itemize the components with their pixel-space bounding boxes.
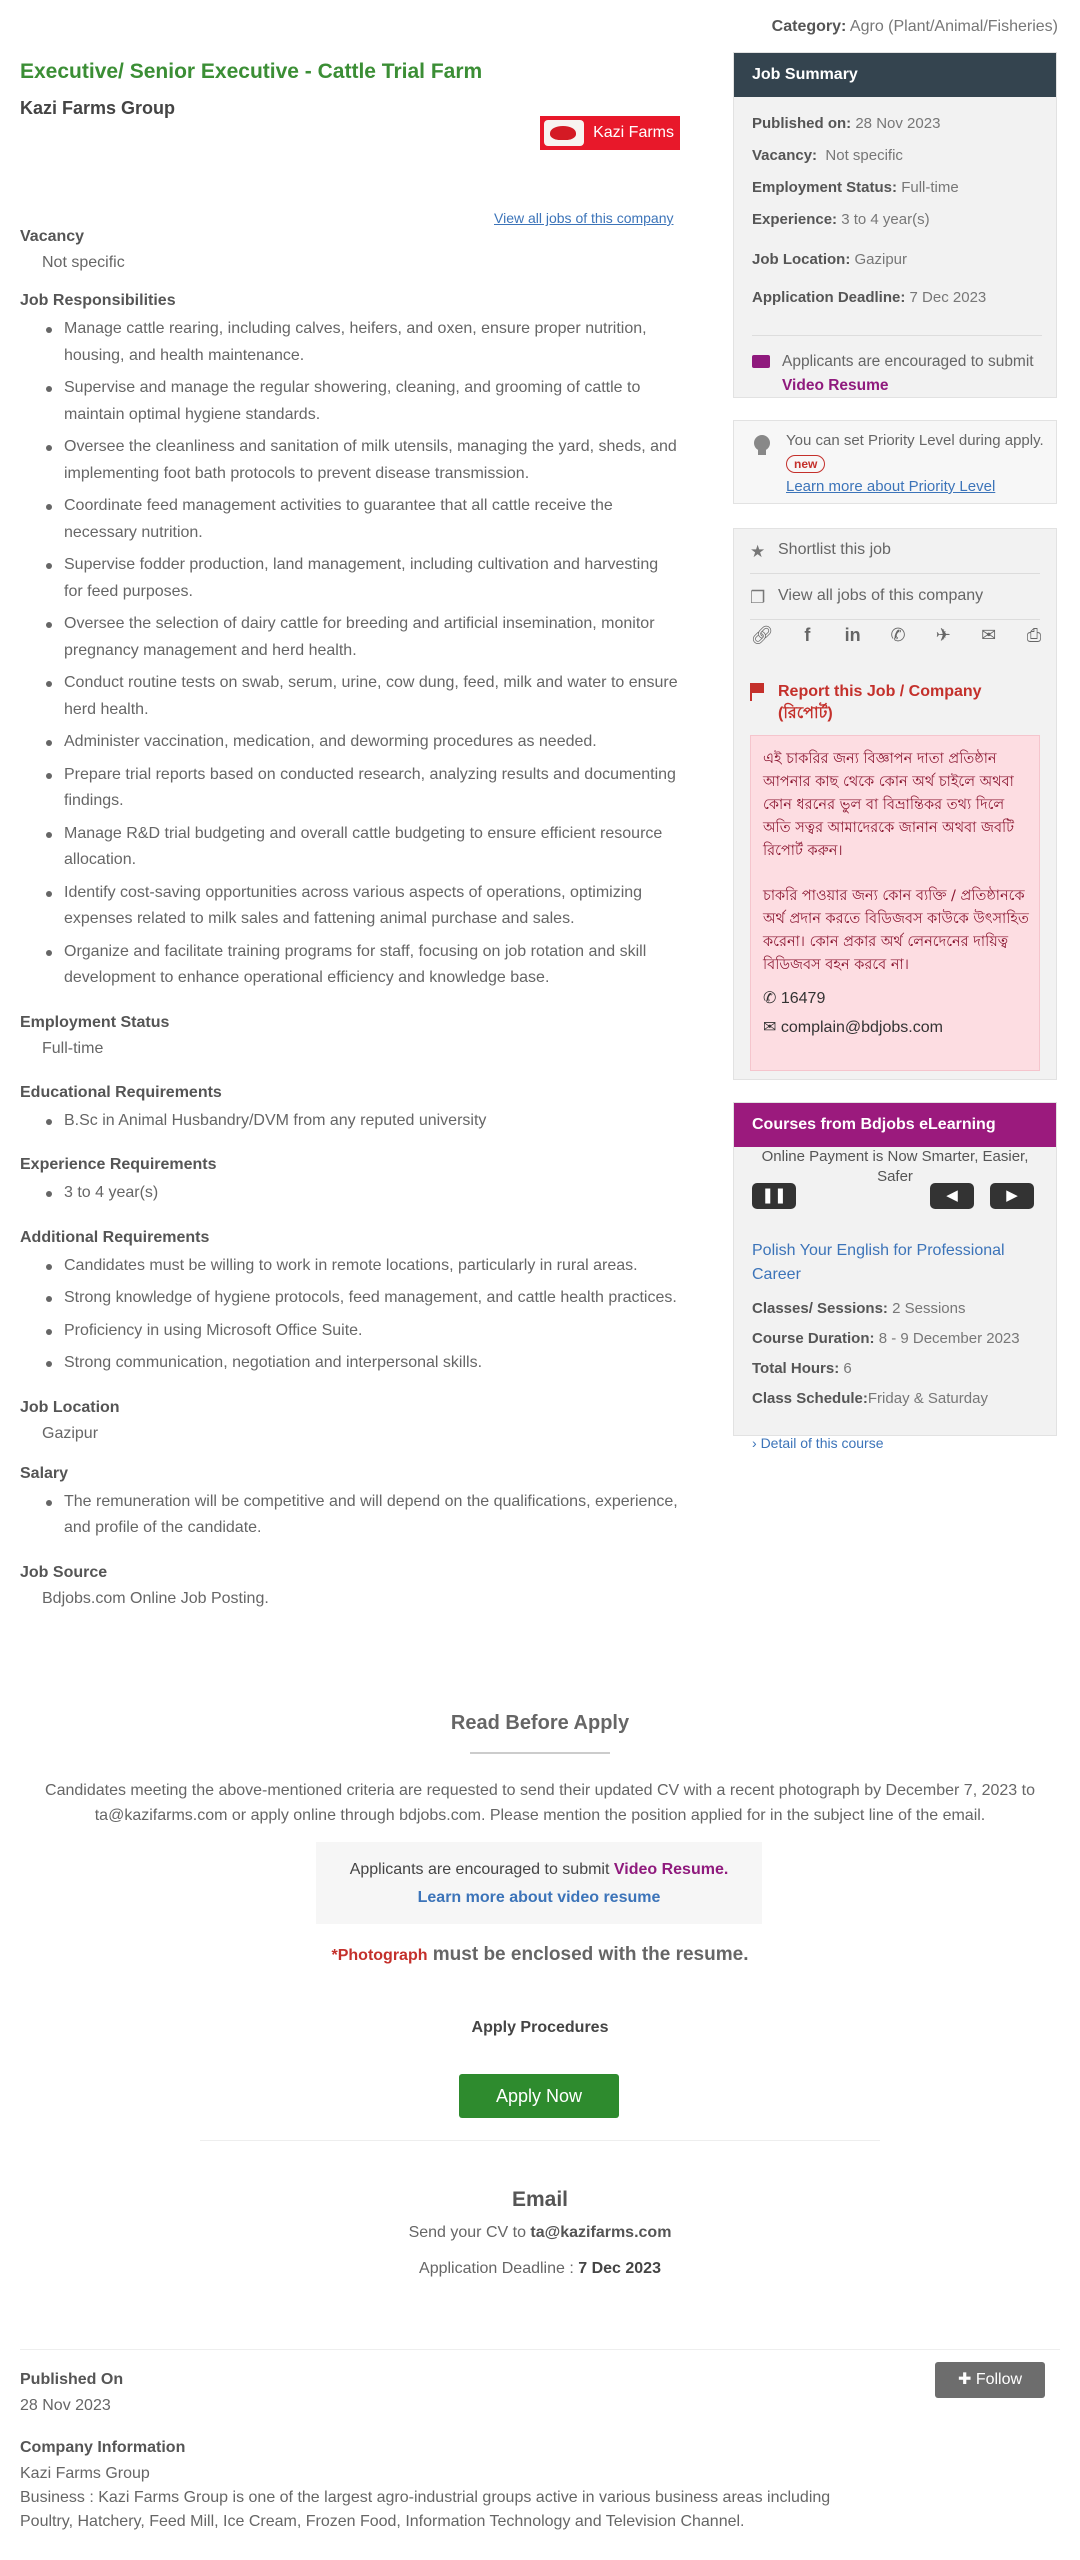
list-item: Prepare trial reports based on conducted research, analyzing results and documenting findings.	[42, 762, 680, 815]
list-item: 3 to 4 year(s)	[42, 1180, 680, 1207]
warning-email: ✉ complain@bdjobs.com	[763, 1019, 943, 1036]
employment-status-value: Full-time	[42, 1039, 104, 1057]
video-camera-icon	[752, 355, 770, 368]
job-title: Executive/ Senior Executive - Cattle Trial Farm	[20, 60, 483, 83]
location-value: Gazipur	[42, 1424, 99, 1442]
fraud-warning	[750, 735, 1040, 1071]
course-hours: Total Hours: 6	[752, 1360, 852, 1377]
company-info-name: Kazi Farms Group	[20, 2465, 150, 2482]
link-icon[interactable]: 🔗︎	[750, 625, 774, 645]
lightbulb-icon	[754, 435, 770, 451]
email-address[interactable]: ta@kazifarms.com	[530, 2224, 672, 2241]
list-item: Organize and facilitate training programs for staff, focusing on job rotation and skill development to enhance operational efficiency and knowledge base.	[42, 939, 680, 992]
list-item: Coordinate feed management activities to guarantee that all cattle receive the necessary nutrition.	[42, 493, 680, 546]
facebook-icon[interactable]: f	[804, 625, 811, 645]
published-on-value: 28 Nov 2023	[20, 2397, 111, 2414]
list-item: Candidates must be willing to work in remote locations, particularly in rural areas.	[42, 1253, 680, 1280]
list-item: Oversee the cleanliness and sanitation of milk utensils, managing the yard, sheds, and implementing foot bath protocols to prevent disease transmission.	[42, 434, 680, 487]
courses-card	[733, 1102, 1057, 1451]
apply-procedures-heading: Apply Procedures	[471, 2019, 609, 2036]
flag-icon	[750, 683, 764, 697]
copy-icon: ❐	[750, 588, 766, 607]
plus-icon: ✚	[957, 2371, 972, 2388]
summary-video-resume: Applicants are encouraged to submit Video Resume	[752, 335, 1042, 398]
location-heading: Job Location	[20, 1398, 120, 1416]
list-item: The remuneration will be competitive and will depend on the qualifications, experience, and profile of the candidate.	[42, 1489, 680, 1542]
company-info-business: Business : Kazi Farms Group is one of the largest agro-industrial groups active in various business areas including Poultry, Hatchery, Feed Mill, Ice Cream, Frozen Food, Information Technology and Television Channel.	[20, 2489, 831, 2530]
divider	[750, 619, 1040, 620]
chevron-right-icon: ›	[752, 1435, 757, 1451]
vacancy-heading: Vacancy	[20, 228, 85, 245]
list-item: Administer vaccination, medication, and deworming procedures as needed.	[42, 729, 680, 756]
list-item: Strong communication, negotiation and interpersonal skills.	[42, 1350, 680, 1377]
vacancy-value: Not specific	[42, 254, 125, 271]
new-badge: new	[786, 455, 825, 473]
experience-heading: Experience Requirements	[20, 1156, 217, 1173]
employment-status-heading: Employment Status	[20, 1013, 170, 1031]
summary-status: Employment Status: Full-time	[752, 179, 959, 196]
education-heading: Educational Requirements	[20, 1083, 222, 1101]
job-category: Category: Agro (Plant/Animal/Fisheries)	[771, 18, 1058, 35]
view-all-jobs-button[interactable]: ❐ View all jobs of this company	[750, 587, 984, 607]
follow-button[interactable]: ✚ Follow	[935, 2362, 1045, 2398]
star-icon: ★	[750, 542, 766, 561]
list-item: Conduct routine tests on swab, serum, urine, cow dung, feed, milk and water to ensure herd health.	[42, 670, 680, 723]
priority-learn-more-link[interactable]: Learn more about Priority Level	[786, 478, 996, 495]
linkedin-icon[interactable]: in	[844, 625, 861, 645]
list-item: Identify cost-saving opportunities across various aspects of operations, optimizing expenses related to milk sales and fattening animal purchase and sales.	[42, 880, 680, 933]
warning-para-2: চাকরি পাওয়ার জন্য কোন ব্যক্তি / প্রতিষ্ঠানকে অর্থ প্রদান করতে বিডিজবস কাউকে উৎসাহিত করেনা। কোন প্রকার অর্থ লেনদেনের দায়িত্ব বিডিজবস বহন করবে না।	[763, 888, 1029, 973]
experience-list	[42, 1180, 680, 1207]
job-summary-card	[733, 52, 1057, 398]
courses-tagline: Online Payment is Now Smarter, Easier, Safer	[761, 1148, 1029, 1185]
source-value: Bdjobs.com Online Job Posting.	[42, 1589, 269, 1607]
responsibilities-heading: Job Responsibilities	[20, 292, 176, 309]
shortlist-button[interactable]: ★ Shortlist this job	[750, 541, 891, 561]
envelope-icon: ✉	[763, 1019, 777, 1036]
job-details	[20, 60, 680, 1700]
summary-published: Published on: 28 Nov 2023	[752, 115, 941, 132]
list-item: Proficiency in using Microsoft Office Suite.	[42, 1318, 680, 1345]
prev-button[interactable]: ◀	[930, 1183, 974, 1209]
warning-phone: ✆ 16479	[763, 990, 826, 1007]
view-all-jobs-link[interactable]: View all jobs of this company	[494, 210, 674, 226]
responsibilities-list	[42, 316, 680, 992]
course-detail-link[interactable]: › Detail of this course	[752, 1435, 884, 1451]
logo-mark-icon	[544, 120, 584, 146]
video-resume-learn-more-link[interactable]: Learn more about video resume	[417, 1889, 661, 1906]
next-button[interactable]: ▶	[990, 1183, 1034, 1209]
additional-heading: Additional Requirements	[20, 1228, 210, 1246]
twitter-icon[interactable]: ✈	[935, 625, 951, 645]
company-name: Kazi Farms Group	[20, 98, 176, 118]
report-job-link[interactable]: Report this Job / Company (রিপোর্ট)	[750, 681, 982, 725]
email-icon[interactable]: ✉	[981, 625, 997, 645]
summary-deadline: Application Deadline: 7 Dec 2023	[752, 289, 987, 306]
phone-icon: ✆	[763, 990, 777, 1007]
video-resume-callout: Applicants are encouraged to submit Video Resume. Learn more about video resume	[316, 1842, 762, 1924]
divider	[20, 2349, 1060, 2350]
pause-button[interactable]: ❚❚	[752, 1183, 796, 1209]
video-resume-link[interactable]: Video Resume	[782, 377, 889, 394]
photograph-notice: *Photograph must be enclosed with the resume.	[331, 1944, 749, 1965]
email-heading: Email	[511, 2188, 569, 2211]
warning-para-1: এই চাকরির জন্য বিজ্ঞাপন দাতা প্রতিষ্ঠান আপনার কাছ থেকে কোন অর্থ চাইলে অথবা কোন ধরনের ভুল বা বিভ্রান্তিকর তথ্য দিলে অতি সত্বর আমাদেরকে জানান অথবা জবটি রিপোর্ট করুন।	[763, 751, 1015, 859]
additional-list	[42, 1253, 680, 1377]
divider	[200, 2140, 880, 2141]
summary-vacancy: Vacancy: Not specific	[752, 147, 903, 164]
read-before-apply-text: Candidates meeting the above-mentioned criteria are requested to send their updated CV with a recent photograph by December 7, 2023 to ta@kazifarms.com or apply online through bdjobs.com. Please mention the position applied for in the subject line of the email.	[45, 1782, 1035, 1824]
list-item: Oversee the selection of dairy cattle for breeding and artificial insemination, monitor pregnancy management and herd health.	[42, 611, 680, 664]
published-on-heading: Published On	[20, 2371, 124, 2388]
company-info-heading: Company Information	[20, 2439, 186, 2456]
job-actions-card	[733, 528, 1057, 1080]
email-send-cv: Send your CV to ta@kazifarms.com	[408, 2224, 672, 2241]
education-list	[42, 1108, 680, 1135]
salary-list	[42, 1489, 680, 1542]
company-logo[interactable]: Kazi Farms	[540, 116, 680, 150]
course-sessions: Classes/ Sessions: 2 Sessions	[752, 1300, 966, 1317]
list-item: Supervise fodder production, land management, including cultivation and harvesting for feed purposes.	[42, 552, 680, 605]
share-bar	[750, 625, 1046, 646]
divider	[470, 1752, 610, 1754]
list-item: Strong knowledge of hygiene protocols, feed management, and cattle health practices.	[42, 1285, 680, 1312]
video-resume-link[interactable]: Video Resume.	[613, 1861, 729, 1878]
apply-now-button[interactable]: Apply Now	[459, 2074, 619, 2118]
whatsapp-icon[interactable]: ✆	[890, 625, 906, 645]
list-item: B.Sc in Animal Husbandry/DVM from any reputed university	[42, 1108, 680, 1135]
list-item: Supervise and manage the regular showering, cleaning, and grooming of cattle to maintain optimal hygiene standards.	[42, 375, 680, 428]
course-title-link[interactable]: Polish Your English for Professional Career	[752, 1242, 1005, 1283]
source-heading: Job Source	[20, 1563, 108, 1581]
summary-experience: Experience: 3 to 4 year(s)	[752, 211, 930, 228]
list-item: Manage cattle rearing, including calves, heifers, and oxen, ensure proper nutrition, housing, and health maintenance.	[42, 316, 680, 369]
read-before-apply-heading: Read Before Apply	[450, 1712, 630, 1734]
email-deadline: Application Deadline : 7 Dec 2023	[419, 2260, 661, 2277]
salary-heading: Salary	[20, 1464, 69, 1482]
courses-heading: Courses from Bdjobs eLearning	[734, 1103, 1056, 1147]
course-duration: Course Duration: 8 - 9 December 2023	[752, 1330, 1020, 1347]
course-schedule: Class Schedule:Friday & Saturday	[752, 1390, 988, 1407]
job-summary-heading: Job Summary	[734, 53, 1056, 97]
job-sections	[20, 228, 680, 1608]
list-item: Manage R&D trial budgeting and overall cattle budgeting to ensure efficient resource allocation.	[42, 821, 680, 874]
divider	[750, 573, 1040, 574]
summary-location: Job Location: Gazipur	[752, 251, 908, 268]
priority-box: You can set Priority Level during apply. new Learn more about Priority Level	[733, 420, 1057, 504]
print-icon[interactable]: ⎙	[1026, 625, 1042, 645]
